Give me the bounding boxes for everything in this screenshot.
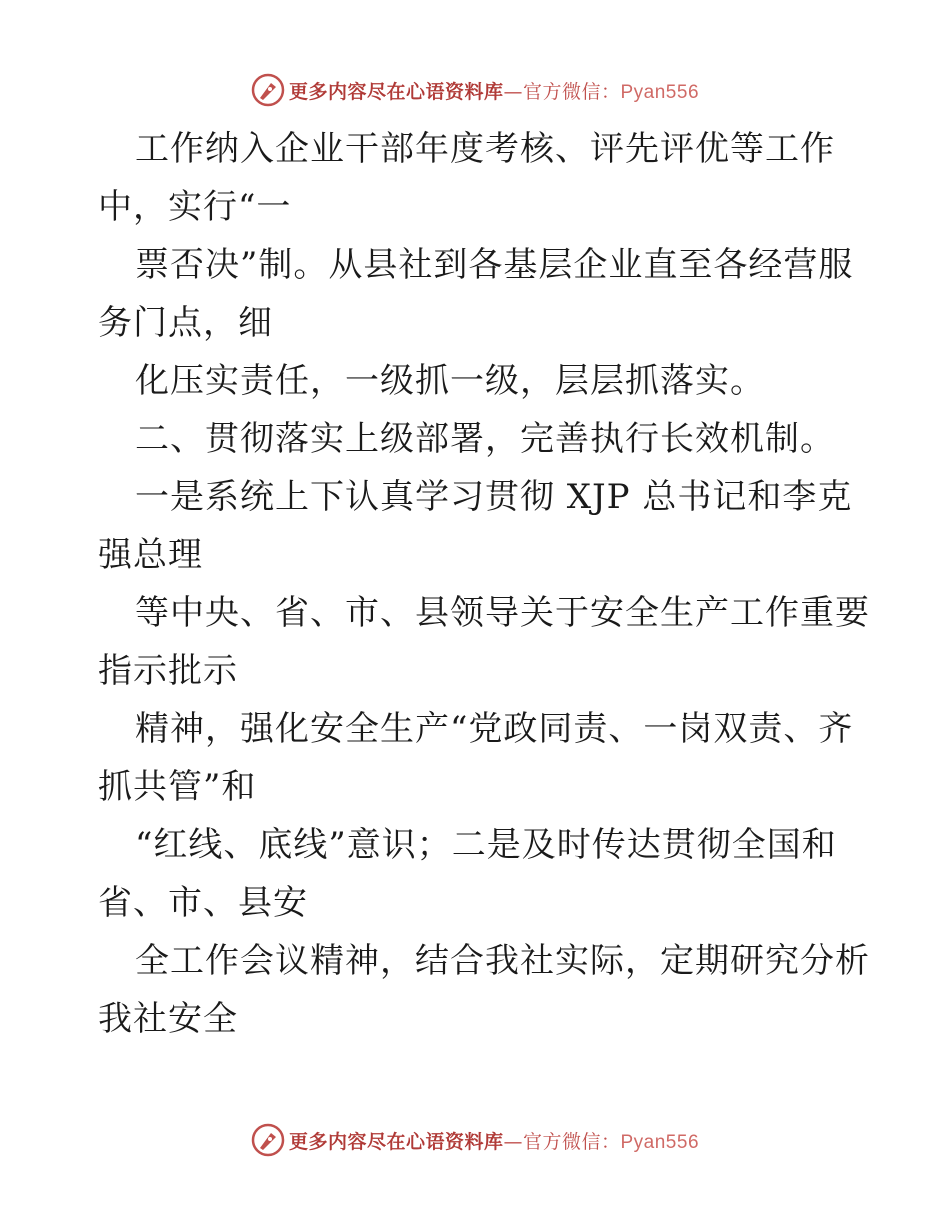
document-body [98, 120, 870, 1048]
pen-nib-logo-icon [251, 1123, 285, 1157]
footer-watermark [0, 1120, 950, 1160]
watermark-label: 官方微信： [522, 80, 621, 103]
watermark-separator: — [503, 80, 523, 103]
text-line: 省、市、县安 [98, 883, 308, 923]
text-line: 工作纳入企业干部年度考核、评先评优等工作 [135, 129, 835, 169]
text-line: 抓共管”和 [98, 767, 257, 807]
watermark-brand: 更多内容尽在心语资料库 [288, 1130, 504, 1153]
text-line: 务门点，细 [98, 303, 273, 343]
text-line: 中，实行“一 [98, 187, 292, 227]
text-line: 指示批示 [98, 651, 238, 691]
text-line: 一是系统上下认真学习贯彻 XJP 总书记和李克 [135, 477, 853, 517]
text-line: 等中央、省、市、县领导关于安全生产工作重要 [135, 593, 870, 633]
watermark-wechat-id: Pyan556 [620, 1131, 700, 1153]
text-line: 强总理 [98, 535, 203, 575]
text-line: 全工作会议精神，结合我社实际，定期研究分析 [135, 941, 870, 981]
watermark-separator: — [503, 1130, 523, 1153]
watermark-brand: 更多内容尽在心语资料库 [288, 80, 504, 103]
section-heading: 二、贯彻落实上级部署，完善执行长效机制。 [135, 419, 835, 459]
text-line: 票否决”制。从县社到各基层企业直至各经营服 [135, 245, 854, 285]
watermark-text [289, 1127, 699, 1154]
pen-nib-logo-icon [251, 73, 285, 107]
text-line: 我社安全 [98, 999, 238, 1039]
text-line: 精神，强化安全生产“党政同责、一岗双责、齐 [135, 709, 854, 749]
header-watermark [0, 70, 950, 110]
text-line: 化压实责任，一级抓一级，层层抓落实。 [135, 361, 765, 401]
watermark-wechat-id: Pyan556 [620, 81, 700, 103]
watermark-text [289, 77, 699, 104]
text-line: “红线、底线”意识；二是及时传达贯彻全国和 [135, 825, 837, 865]
watermark-label: 官方微信： [522, 1130, 621, 1153]
